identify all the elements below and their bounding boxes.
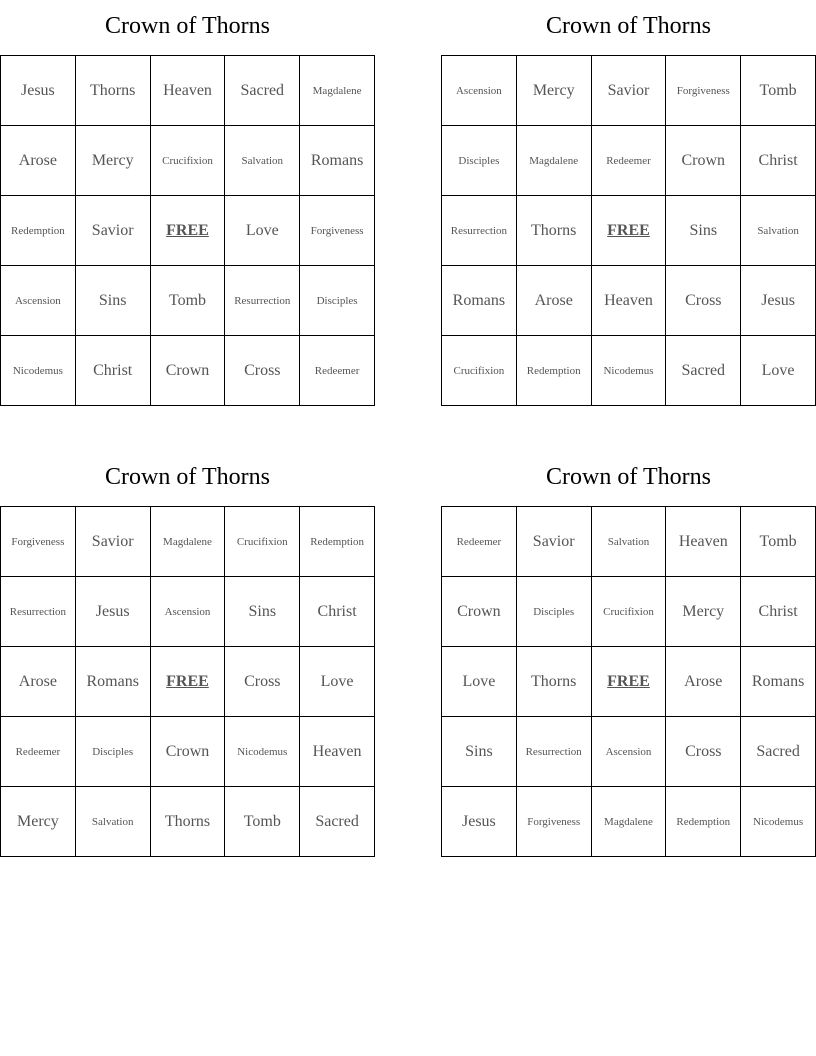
- bingo-cell: Mercy: [76, 126, 151, 196]
- bingo-card-1: [0, 0, 375, 406]
- bingo-cell: Forgiveness: [666, 56, 741, 126]
- bingo-cell: Crucifixion: [592, 577, 667, 647]
- bingo-cell: Christ: [300, 577, 375, 647]
- bingo-cell: Heaven: [300, 717, 375, 787]
- bingo-cell: Romans: [76, 647, 151, 717]
- bingo-cell: Mercy: [517, 56, 592, 126]
- bingo-cell: Magdalene: [300, 56, 375, 126]
- bingo-cell: Crucifixion: [442, 336, 517, 406]
- bingo-card-2: [441, 0, 816, 406]
- bingo-cell: Resurrection: [517, 717, 592, 787]
- card-title: Crown of Thorns: [105, 464, 270, 490]
- bingo-cell: Disciples: [76, 717, 151, 787]
- bingo-cell: Romans: [300, 126, 375, 196]
- bingo-cell: Forgiveness: [300, 196, 375, 266]
- bingo-card-4: [441, 451, 816, 857]
- bingo-grid: [441, 506, 816, 857]
- bingo-cell: Love: [442, 647, 517, 717]
- bingo-cell: Love: [741, 336, 816, 406]
- bingo-cell: Love: [300, 647, 375, 717]
- bingo-cell: Magdalene: [517, 126, 592, 196]
- bingo-cell: Christ: [741, 126, 816, 196]
- bingo-cell: Sacred: [741, 717, 816, 787]
- bingo-cell: Redeemer: [300, 336, 375, 406]
- bingo-cell: Heaven: [666, 507, 741, 577]
- bingo-cell: Arose: [1, 126, 76, 196]
- bingo-cell: Mercy: [666, 577, 741, 647]
- bingo-cell: Crucifixion: [151, 126, 226, 196]
- bingo-cell: Thorns: [517, 647, 592, 717]
- bingo-cell: Crown: [151, 717, 226, 787]
- bingo-cell: Sins: [666, 196, 741, 266]
- bingo-cell: Savior: [76, 507, 151, 577]
- bingo-cell: Christ: [76, 336, 151, 406]
- bingo-cell: Disciples: [517, 577, 592, 647]
- bingo-cell: Cross: [666, 266, 741, 336]
- bingo-cell: Ascension: [1, 266, 76, 336]
- bingo-cell: Crown: [151, 336, 226, 406]
- bingo-cell: Jesus: [76, 577, 151, 647]
- bingo-cell: Thorns: [151, 787, 226, 857]
- bingo-cell: Resurrection: [442, 196, 517, 266]
- bingo-cell: Ascension: [592, 717, 667, 787]
- bingo-cell: Tomb: [151, 266, 226, 336]
- bingo-cell: Magdalene: [151, 507, 226, 577]
- bingo-grid: [0, 55, 375, 406]
- bingo-cell: Ascension: [151, 577, 226, 647]
- bingo-grid: [441, 55, 816, 406]
- bingo-cell: Crucifixion: [225, 507, 300, 577]
- bingo-cell: Nicodemus: [741, 787, 816, 857]
- bingo-cell: Arose: [1, 647, 76, 717]
- bingo-cell: Sins: [76, 266, 151, 336]
- bingo-cell: Redeemer: [442, 507, 517, 577]
- bingo-cell: Tomb: [225, 787, 300, 857]
- card-title: Crown of Thorns: [546, 464, 711, 490]
- bingo-cell: Redemption: [666, 787, 741, 857]
- bingo-cell: Sins: [225, 577, 300, 647]
- bingo-cell: Nicodemus: [592, 336, 667, 406]
- bingo-cell: Resurrection: [1, 577, 76, 647]
- bingo-cell: Thorns: [76, 56, 151, 126]
- bingo-cell: Heaven: [592, 266, 667, 336]
- card-title: Crown of Thorns: [546, 13, 711, 39]
- free-space: FREE: [592, 196, 667, 266]
- bingo-cell: Salvation: [76, 787, 151, 857]
- bingo-cell: Salvation: [225, 126, 300, 196]
- bingo-cell: Crown: [442, 577, 517, 647]
- bingo-grid: [0, 506, 375, 857]
- bingo-cell: Forgiveness: [517, 787, 592, 857]
- bingo-cell: Romans: [442, 266, 517, 336]
- bingo-cell: Sacred: [225, 56, 300, 126]
- bingo-cell: Sacred: [666, 336, 741, 406]
- free-space: FREE: [151, 647, 226, 717]
- bingo-cell: Redemption: [300, 507, 375, 577]
- card-title: Crown of Thorns: [105, 13, 270, 39]
- bingo-cell: Savior: [592, 56, 667, 126]
- bingo-cell: Redeemer: [1, 717, 76, 787]
- bingo-cell: Jesus: [1, 56, 76, 126]
- bingo-cell: Ascension: [442, 56, 517, 126]
- bingo-cell: Heaven: [151, 56, 226, 126]
- bingo-cell: Mercy: [1, 787, 76, 857]
- bingo-cell: Thorns: [517, 196, 592, 266]
- bingo-cell: Salvation: [592, 507, 667, 577]
- bingo-cell: Disciples: [442, 126, 517, 196]
- bingo-cell: Savior: [76, 196, 151, 266]
- bingo-cell: Redemption: [1, 196, 76, 266]
- bingo-cell: Cross: [666, 717, 741, 787]
- bingo-cell: Salvation: [741, 196, 816, 266]
- bingo-cell: Jesus: [741, 266, 816, 336]
- bingo-cell: Romans: [741, 647, 816, 717]
- bingo-cell: Christ: [741, 577, 816, 647]
- bingo-cell: Tomb: [741, 56, 816, 126]
- bingo-cell: Tomb: [741, 507, 816, 577]
- bingo-cell: Disciples: [300, 266, 375, 336]
- bingo-cell: Savior: [517, 507, 592, 577]
- bingo-cell: Redeemer: [592, 126, 667, 196]
- free-space: FREE: [151, 196, 226, 266]
- bingo-cell: Nicodemus: [1, 336, 76, 406]
- bingo-cell: Magdalene: [592, 787, 667, 857]
- bingo-cell: Nicodemus: [225, 717, 300, 787]
- free-space: FREE: [592, 647, 667, 717]
- bingo-cell: Arose: [666, 647, 741, 717]
- bingo-cell: Resurrection: [225, 266, 300, 336]
- bingo-cell: Cross: [225, 647, 300, 717]
- bingo-cell: Forgiveness: [1, 507, 76, 577]
- bingo-cell: Jesus: [442, 787, 517, 857]
- bingo-cell: Crown: [666, 126, 741, 196]
- bingo-cell: Redemption: [517, 336, 592, 406]
- bingo-card-3: [0, 451, 375, 857]
- bingo-cell: Sins: [442, 717, 517, 787]
- bingo-cell: Arose: [517, 266, 592, 336]
- bingo-cell: Sacred: [300, 787, 375, 857]
- bingo-cell: Cross: [225, 336, 300, 406]
- bingo-cell: Love: [225, 196, 300, 266]
